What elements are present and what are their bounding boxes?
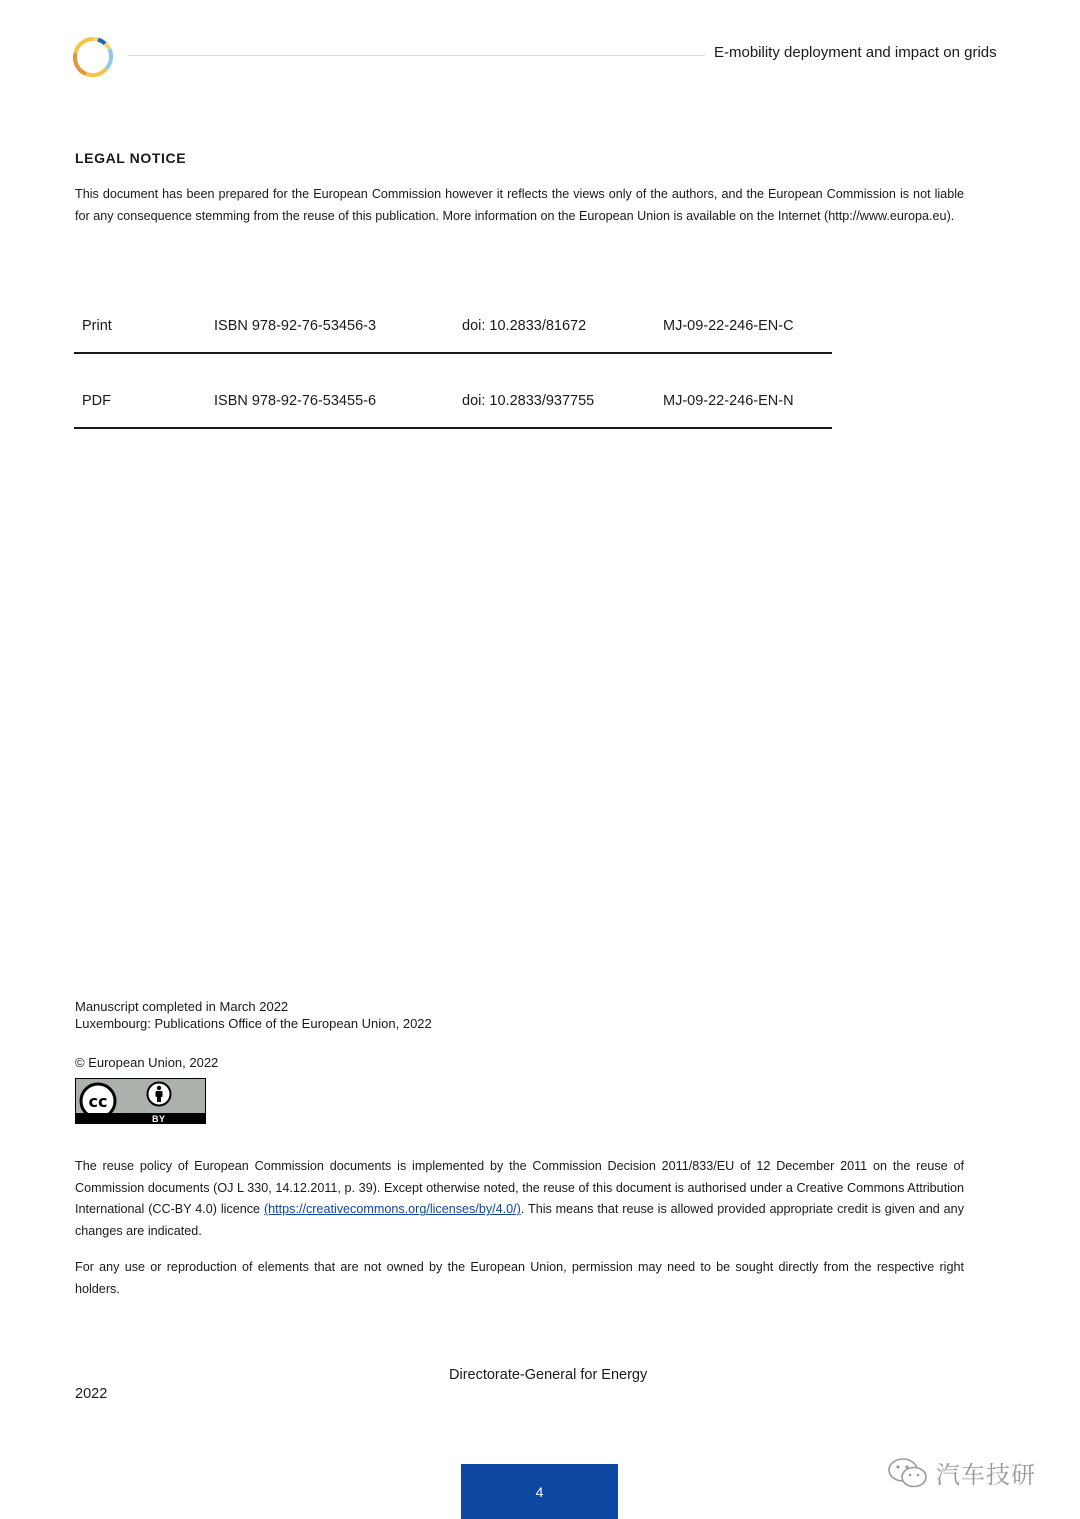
format-cell: Print [82, 318, 112, 334]
reuse-policy-text [75, 1156, 964, 1243]
catalogue-number-cell: MJ-09-22-246-EN-C [663, 318, 794, 334]
doi-cell: doi: 10.2833/937755 [462, 393, 595, 409]
watermark-label: 汽车技研 [936, 1462, 1036, 1489]
publication-row-pdf [74, 353, 832, 429]
isbn-cell: ISBN 978-92-76-53456-3 [214, 318, 377, 334]
reuse-text-part: . This means that reuse is allowed provided appropriate credit is given and any changes are indicated. [75, 1202, 964, 1239]
svg-text:cc: cc [88, 1092, 108, 1111]
publication-year: 2022 [75, 1386, 108, 1402]
by-label: BY [152, 1114, 166, 1124]
rights-holders-text: For any use or reproduction of elements that are not owned by the European Union, permission may need to be sought directly from the respective right holders. [75, 1260, 964, 1296]
legal-notice-heading: LEGAL NOTICE [75, 150, 187, 166]
cc-license-link[interactable]: (https://creativecommons.org/licenses/by/4.0/) [263, 1202, 521, 1217]
header-divider [128, 55, 705, 56]
document-title: E-mobility deployment and impact on grids [714, 44, 997, 61]
legal-notice-text: This document has been prepared for the European Commission however it reflects the views only of the authors, and the European Commission is not liable for any consequence stemming from the reuse of this publication. More information on the European Union is available on the Internet (http://www.europa.eu). [75, 187, 964, 223]
manuscript-date: Manuscript completed in March 2022 [75, 999, 289, 1014]
catalogue-number-cell: MJ-09-22-246-EN-N [663, 393, 794, 409]
page-number: 4 [461, 1464, 618, 1519]
isbn-cell: ISBN 978-92-76-53455-6 [214, 393, 377, 409]
reuse-text-part: The reuse policy of European Commission documents is implemented by the Commission Decision 2011/833/EU of 12 December 2011 on the reuse of Commission documents (OJ L 330, 14.12.2011, p. 39). Except otherwise noted, the reuse of this document is authorised under a Creative Commons Attribution International (CC-BY 4.0) licence [75, 1159, 964, 1217]
doi-cell: doi: 10.2833/81672 [462, 318, 587, 334]
directorate-general: Directorate-General for Energy [449, 1367, 648, 1383]
cc-by-license-badge [75, 1078, 206, 1124]
wechat-icon [886, 1456, 930, 1490]
copyright-notice: © European Union, 2022 [75, 1055, 219, 1070]
publication-logo [72, 36, 114, 78]
publisher-line: Luxembourg: Publications Office of the European Union, 2022 [75, 1016, 432, 1031]
format-cell: PDF [82, 393, 111, 409]
badge-bar [76, 1113, 205, 1123]
publication-row-print [74, 278, 832, 354]
attribution-person-icon [146, 1081, 172, 1107]
watermark [886, 1455, 1036, 1490]
manuscript-info [75, 998, 432, 1032]
